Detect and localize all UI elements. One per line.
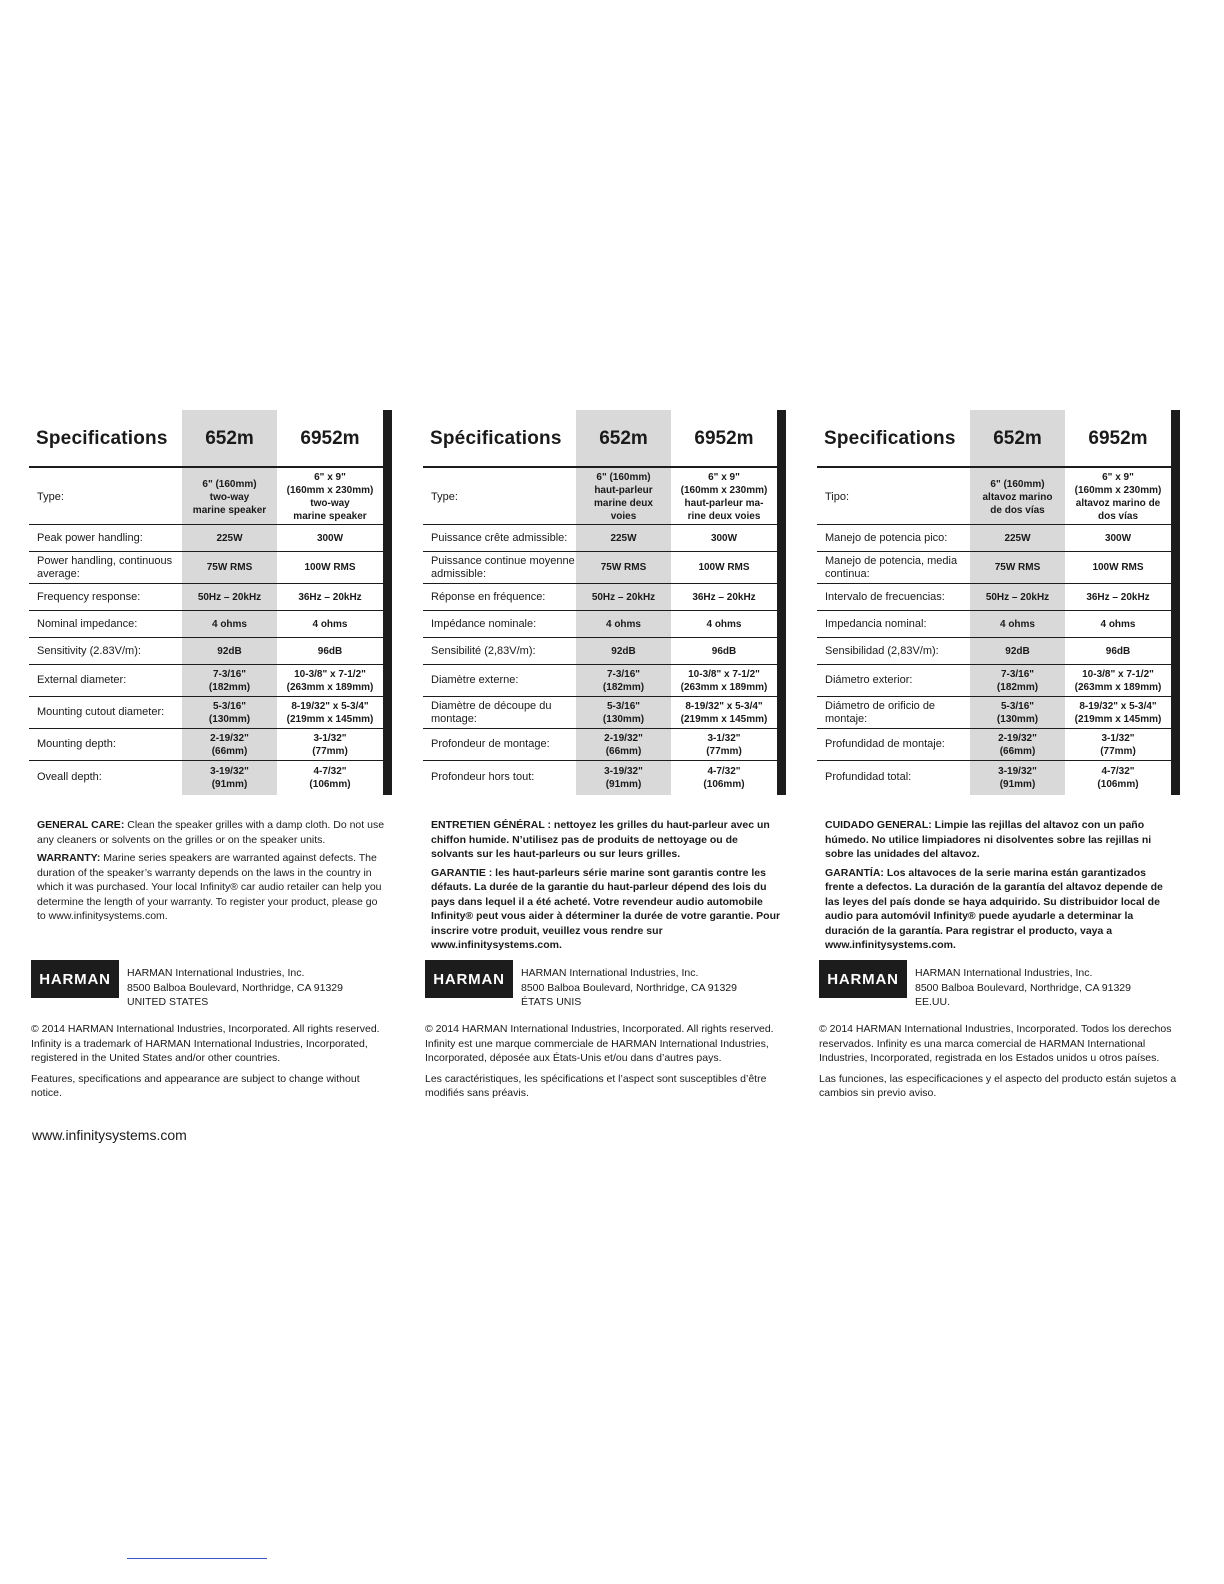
spec-row: [423, 552, 777, 584]
spec-value-6952m: 300W: [1104, 532, 1132, 544]
harman-logo: HARMAN: [31, 960, 119, 998]
spec-label: Peak power handling:: [37, 531, 143, 544]
spec-row: [423, 761, 777, 794]
table-header: [817, 410, 1171, 466]
spec-value-652m: 4 ohms: [999, 618, 1035, 630]
harman-logo: HARMAN: [819, 960, 907, 998]
legal-text: [31, 1022, 389, 1107]
warranty-label: WARRANTY:: [37, 852, 101, 864]
spec-value-652m: 75W RMS: [206, 562, 253, 573]
spec-label: Puissance continue moyenne admissible:: [431, 554, 575, 580]
table-edge-bar: [1171, 410, 1180, 795]
spec-row: [29, 697, 383, 729]
spec-label: Profondeur de montage:: [431, 738, 550, 750]
spec-value-652m: 50Hz – 20kHz: [197, 591, 262, 603]
warranty-label: GARANTÍA:: [825, 866, 884, 879]
spec-row: [29, 665, 383, 697]
spec-row: [423, 697, 777, 729]
spec-panel-0: [29, 410, 392, 1099]
spec-value-652m: 2-19/32" (66mm): [998, 732, 1037, 757]
table-header: [29, 410, 383, 466]
header-rule: [29, 466, 383, 468]
spec-value-6952m: 100W RMS: [304, 562, 356, 573]
spec-value-652m: 92dB: [217, 645, 242, 657]
spec-label: Impedancia nominal:: [825, 617, 927, 630]
spec-value-6952m: 96dB: [317, 645, 343, 657]
spec-value-652m: 225W: [610, 532, 637, 544]
spec-row: [423, 584, 777, 611]
change-notice: Las funciones, las especificaciones y el aspecto del producto están sujetos a cambios sin previo aviso.: [819, 1072, 1177, 1099]
spec-value-652m: 5-3/16" (130mm): [996, 700, 1039, 725]
spec-label: Nominal impedance:: [37, 617, 138, 630]
spec-title: Specifications: [824, 428, 956, 449]
model-header-2: 6952m: [1088, 428, 1148, 449]
spec-row: [817, 665, 1171, 697]
spec-label: Diamètre de découpe du montage:: [431, 699, 552, 725]
spec-row: [29, 611, 383, 638]
spec-value-6952m: 96dB: [711, 645, 737, 657]
copyright-text: © 2014 HARMAN International Industries, Incorporated. All rights reserved. Infinity est une marque commerciale de HARMAN International Industries, Incorporated, déposée aux États-Unis et/ou dans d’autres pays.: [425, 1023, 774, 1064]
model-header-2: 6952m: [694, 428, 754, 449]
spec-row: [29, 470, 383, 525]
care-label: GENERAL CARE:: [37, 819, 125, 831]
spec-label: Profundidad de montaje:: [825, 738, 945, 750]
company-address: HARMAN International Industries, Inc. 8500 Balboa Boulevard, Northridge, CA 91329 ÉTATS UNIS: [521, 967, 737, 1008]
spec-value-6952m: 4-7/32" (106mm): [309, 765, 351, 790]
spec-label: Tipo:: [825, 490, 850, 503]
spec-row: [29, 584, 383, 611]
spec-value-6952m: 4-7/32" (106mm): [703, 765, 745, 790]
spec-label: Mounting depth:: [37, 738, 116, 750]
spec-label: Sensibilité (2,83V/m):: [431, 644, 536, 657]
warranty-text: Marine series speakers are warranted against defects. The duration of the speaker’s warranty depends on the laws in the country in which it was purchased. Your local Infinity® car audio retailer can help you determine the length of your warranty. To register your product, please go to www.infinitysystems.com.: [37, 852, 382, 922]
spec-value-652m: 6" (160mm) altavoz marino de dos vías: [982, 478, 1053, 516]
spec-value-6952m: 3-1/32" (77mm): [312, 732, 348, 757]
legal-text: [819, 1022, 1177, 1107]
spec-label: Sensibilidad (2,83V/m):: [825, 644, 939, 657]
spec-value-6952m: 8-19/32" x 5-3/4" (219mm x 145mm): [286, 700, 374, 725]
spec-row: [29, 761, 383, 794]
company-address: HARMAN International Industries, Inc. 8500 Balboa Boulevard, Northridge, CA 91329 EE.UU.: [915, 967, 1131, 1008]
spec-label: Sensitivity (2.83V/m):: [37, 644, 141, 657]
spec-row: [817, 552, 1171, 584]
spec-label: Type:: [37, 490, 64, 503]
company-address: HARMAN International Industries, Inc. 8500 Balboa Boulevard, Northridge, CA 91329 UNITED STATES: [127, 967, 343, 1008]
care-text: Clean the speaker grilles with a damp cloth. Do not use any cleaners or solvents on the grilles or on the speaker units.: [37, 819, 385, 846]
spec-row: [817, 729, 1171, 761]
spec-value-652m: 6" (160mm) haut-parleur marine deux voies: [594, 472, 653, 522]
table-edge-bar: [777, 410, 786, 795]
change-notice: Features, specifications and appearance are subject to change without notice.: [31, 1072, 360, 1099]
spec-label: Puissance crête admissible:: [431, 531, 568, 544]
spec-value-6952m: 6" x 9" (160mm x 230mm) two-way marine speaker: [286, 472, 374, 522]
spec-label: External diameter:: [37, 674, 127, 686]
care-warranty-text: [37, 818, 389, 928]
spec-panel-2: [817, 410, 1180, 1099]
spec-row: [423, 611, 777, 638]
spec-value-652m: 2-19/32" (66mm): [210, 732, 249, 757]
spec-value-652m: 6" (160mm) two-way marine speaker: [192, 478, 267, 516]
spec-row: [817, 638, 1171, 665]
spec-value-6952m: 4-7/32" (106mm): [1097, 765, 1139, 790]
spec-label: Type:: [431, 490, 458, 503]
spec-value-6952m: 3-1/32" (77mm): [706, 732, 742, 757]
spec-value-6952m: 36Hz – 20kHz: [298, 591, 362, 603]
spec-value-652m: 7-3/16" (182mm): [996, 668, 1039, 693]
spec-value-652m: 7-3/16" (182mm): [602, 668, 645, 693]
spec-value-6952m: 8-19/32" x 5-3/4" (219mm x 145mm): [1074, 700, 1162, 725]
spec-row: [817, 525, 1171, 552]
spec-label: Impédance nominale:: [431, 617, 537, 630]
spec-row: [817, 584, 1171, 611]
copyright-text: © 2014 HARMAN International Industries, Incorporated. Todos los derechos reservados. Infinity es una marca comercial de HARMAN International Industries, Incorporated, registrada en los Estados unidos u otros países.: [819, 1023, 1172, 1064]
spec-value-6952m: 10-3/8" x 7-1/2" (263mm x 189mm): [680, 668, 768, 693]
spec-value-6952m: 10-3/8" x 7-1/2" (263mm x 189mm): [286, 668, 374, 693]
model-header-1: 652m: [993, 428, 1042, 449]
spec-row: [817, 697, 1171, 729]
table-header: [423, 410, 777, 466]
spec-value-652m: 3-19/32" (91mm): [998, 765, 1037, 790]
spec-value-6952m: 4 ohms: [1100, 618, 1136, 630]
spec-value-652m: 7-3/16" (182mm): [208, 668, 251, 693]
spec-row: [29, 552, 383, 584]
spec-value-6952m: 36Hz – 20kHz: [1086, 591, 1150, 603]
spec-title: Specifications: [36, 428, 168, 449]
warranty-text: Los altavoces de la serie marina están garantizados frente a defectos. La duración de la garantía del altavoz depende de las leyes del país donde se haya adquirido. Su distribuidor local de audio para automóvil Infinity® puede ayudarle a determinar la duración de la garantía. Para registrar el producto, vaya a www.infinitysystems.com.: [825, 866, 1163, 951]
care-label: ENTRETIEN GÉNÉRAL :: [431, 819, 551, 831]
spec-value-6952m: 100W RMS: [698, 562, 750, 573]
spec-row: [423, 470, 777, 525]
spec-value-652m: 92dB: [1005, 645, 1030, 657]
table-edge-bar: [383, 410, 392, 795]
spec-row: [817, 611, 1171, 638]
spec-value-652m: 5-3/16" (130mm): [208, 700, 251, 725]
spec-value-6952m: 300W: [710, 532, 738, 544]
warranty-label: GARANTIE :: [431, 866, 493, 879]
spec-value-6952m: 4 ohms: [312, 618, 348, 630]
care-warranty-text: [431, 818, 783, 957]
spec-label: Frequency response:: [37, 590, 141, 603]
spec-row: [423, 638, 777, 665]
spec-row: [817, 761, 1171, 794]
spec-value-652m: 4 ohms: [211, 618, 247, 630]
spec-label: Diámetro de orificio de montaje:: [825, 699, 936, 725]
spec-value-652m: 225W: [216, 532, 243, 544]
spec-value-6952m: 300W: [316, 532, 344, 544]
spec-label: Profundidad total:: [825, 771, 912, 783]
spec-value-652m: 75W RMS: [994, 562, 1041, 573]
care-text: nettoyez les grilles du haut-parleur avec un chiffon humide. N’utilisez pas de produits de nettoyage ou de solvants sur les haut-parleurs ou sur leurs grilles.: [431, 819, 770, 860]
spec-value-652m: 3-19/32" (91mm): [210, 765, 249, 790]
spec-label: Profondeur hors tout:: [431, 771, 535, 783]
website-link[interactable]: www.infinitysystems.com: [32, 1127, 187, 1143]
spec-row: [29, 729, 383, 761]
model-header-1: 652m: [205, 428, 254, 449]
spec-value-6952m: 6" x 9" (160mm x 230mm) altavoz marino de dos vías: [1074, 472, 1162, 522]
spec-value-652m: 5-3/16" (130mm): [602, 700, 645, 725]
spec-value-6952m: 6" x 9" (160mm x 230mm) haut-parleur ma- rine deux voies: [680, 472, 768, 522]
spec-row: [29, 525, 383, 552]
spec-label: Réponse en fréquence:: [431, 590, 546, 603]
header-rule: [423, 466, 777, 468]
spec-value-6952m: 96dB: [1105, 645, 1131, 657]
copyright-text: © 2014 HARMAN International Industries, Incorporated. All rights reserved. Infinity is a trademark of HARMAN International Industries, Incorporated, registered in the United States and/or other countries.: [31, 1023, 380, 1064]
care-warranty-text: [825, 818, 1177, 957]
spec-value-6952m: 4 ohms: [706, 618, 742, 630]
model-header-1: 652m: [599, 428, 648, 449]
spec-table: [817, 410, 1180, 795]
spec-label: Power handling, continuous average:: [37, 554, 173, 580]
spec-label: Mounting cutout diameter:: [37, 706, 165, 718]
spec-table: [29, 410, 392, 795]
header-rule: [817, 466, 1171, 468]
spec-label: Manejo de potencia pico:: [825, 531, 948, 544]
spec-value-652m: 50Hz – 20kHz: [591, 591, 656, 603]
spec-value-652m: 50Hz – 20kHz: [985, 591, 1050, 603]
spec-value-6952m: 8-19/32" x 5-3/4" (219mm x 145mm): [680, 700, 768, 725]
warranty-text: les haut-parleurs série marine sont garantis contre les défauts. La durée de la garantie du haut-parleur dépend des lois du pays dans lequel il a été acheté. Votre revendeur audio automobile Infinity® peut vous aider à déterminer la durée de votre garantie. Pour inscrire votre produit, veuillez vous rendre sur www.infinitysystems.com.: [431, 866, 781, 951]
spec-label: Diámetro exterior:: [825, 674, 913, 686]
spec-value-6952m: 36Hz – 20kHz: [692, 591, 756, 603]
harman-logo: HARMAN: [425, 960, 513, 998]
spec-value-652m: 92dB: [611, 645, 636, 657]
spec-panel-1: [423, 410, 786, 1099]
spec-value-652m: 3-19/32" (91mm): [604, 765, 643, 790]
care-text: Limpie las rejillas del altavoz con un paño húmedo. No utilice limpiadores ni disolventes sobre las rejillas ni sobre las unidades del altavoz.: [825, 819, 1152, 860]
spec-row: [423, 665, 777, 697]
spec-value-6952m: 3-1/32" (77mm): [1100, 732, 1136, 757]
spec-row: [29, 638, 383, 665]
spec-value-652m: 4 ohms: [605, 618, 641, 630]
spec-value-652m: 2-19/32" (66mm): [604, 732, 643, 757]
spec-value-652m: 225W: [1004, 532, 1031, 544]
spec-row: [817, 470, 1171, 525]
change-notice: Les caractéristiques, les spécifications et l’aspect sont susceptibles d’être modifiés sans préavis.: [425, 1072, 767, 1099]
spec-label: Intervalo de frecuencias:: [825, 590, 945, 603]
spec-label: Diamètre externe:: [431, 674, 519, 686]
legal-text: [425, 1022, 783, 1107]
spec-value-652m: 75W RMS: [600, 562, 647, 573]
spec-value-6952m: 100W RMS: [1092, 562, 1144, 573]
spec-value-6952m: 10-3/8" x 7-1/2" (263mm x 189mm): [1074, 668, 1162, 693]
spec-label: Oveall depth:: [37, 771, 102, 783]
care-label: CUIDADO GENERAL:: [825, 819, 932, 831]
spec-row: [423, 525, 777, 552]
model-header-2: 6952m: [300, 428, 360, 449]
footer-divider: [127, 1558, 267, 1559]
spec-label: Manejo de potencia, media continua:: [825, 554, 958, 580]
spec-title: Spécifications: [430, 428, 562, 449]
spec-row: [423, 729, 777, 761]
spec-table: [423, 410, 786, 795]
